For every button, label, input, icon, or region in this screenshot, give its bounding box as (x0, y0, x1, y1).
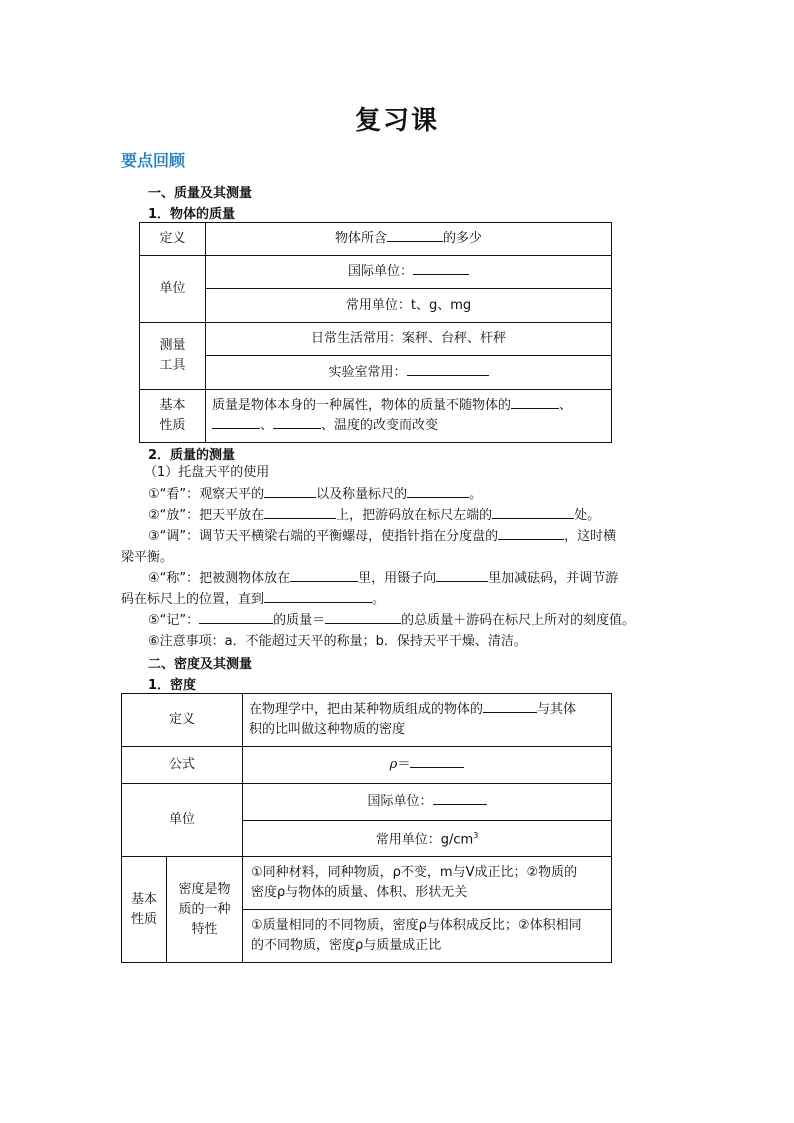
blank (436, 569, 488, 582)
t1-lab-tool-cell (206, 356, 612, 390)
t2-definition-line2: 积的比叫做这种物质的密度 (249, 722, 406, 737)
t2-definition-line1-pre: 在物理学中，把由某种物质组成的物体的 (249, 702, 484, 717)
t2-definition-text (243, 694, 612, 747)
t2-common-unit-exp: 3 (473, 831, 479, 841)
t1-definition-label: 定义 (140, 223, 206, 256)
step-4-line-2 (121, 590, 385, 610)
blank (212, 416, 260, 429)
t2-prop-a-2: 密度ρ与物体的质量、体积、形状无关 (251, 885, 468, 900)
t1-tool-label-1: 测量 (159, 338, 186, 353)
blank (407, 363, 489, 376)
t1-definition-cell (206, 223, 612, 256)
t2-common-unit-text: 常用单位：g/cm (375, 832, 474, 848)
step-5 (148, 611, 635, 631)
t1-daily-tools: 日常生活常用：案秤、台秤、杆秤 (206, 323, 612, 356)
step-2-mid: 上，把游码放在标尺左端的 (336, 508, 493, 523)
step-3 (148, 527, 616, 547)
blank (387, 229, 443, 242)
step-1-mid: 以及称量标尺的 (316, 487, 408, 502)
t2-formula (243, 747, 612, 784)
t2-trait-1: 密度是物 (178, 881, 231, 897)
step-1-end: 。 (469, 487, 483, 502)
blank (273, 416, 321, 429)
step-3-line-2: 梁平衡。 (121, 550, 174, 565)
page-title: 复习课 (354, 106, 439, 136)
rho-symbol: ρ (389, 757, 398, 772)
t2-prop-a (243, 857, 612, 910)
t2-definition-label: 定义 (122, 694, 243, 747)
t2-unit-label: 单位 (122, 784, 243, 857)
t2-property-label-2: 性质 (130, 911, 157, 927)
step-4-pre: ④“称”：把被测物体放在 (148, 571, 291, 586)
t2-trait (167, 857, 243, 963)
t1-definition-pre: 物体所含 (334, 231, 387, 246)
t1-property-text-1: 质量是物体本身的一种属性，物体的质量不随物体的 (212, 398, 512, 413)
t2-definition-line1-post: 与其体 (537, 702, 577, 717)
t2-trait-2: 质的一种 (178, 901, 231, 917)
step-3-end: ，这时横 (564, 529, 617, 544)
step-5-pre: ⑤“记”： (148, 613, 200, 628)
t2-formula-label: 公式 (122, 747, 243, 784)
blank (325, 611, 401, 624)
step-4-mid: 里，用镊子向 (358, 571, 437, 586)
blank (483, 700, 537, 713)
blank (290, 569, 358, 582)
t1-property-label (140, 390, 206, 443)
t2-prop-b-2: 的不同物质，密度ρ与质量成正比 (251, 938, 442, 953)
step-1-pre: ①“看”：观察天平的 (148, 487, 265, 502)
t1-lab-tool-label: 实验室常用： (328, 364, 407, 380)
part1-heading: 一、质量及其测量 (148, 186, 253, 201)
t2-property-label (122, 857, 167, 963)
part2-sub1: 1．密度 (148, 678, 197, 693)
step-6: ⑥注意事项：a．不能超过天平的称量；b．保持天平干燥、清洁。 (148, 634, 527, 649)
blank (498, 527, 564, 540)
t2-prop-b-1: ①质量相同的不同物质，密度ρ与体积成反比；②体积相同 (251, 918, 582, 933)
t2-si-unit-cell (243, 784, 612, 821)
step-1 (148, 485, 482, 505)
t1-property-label-1: 基本 (159, 398, 186, 413)
part1-sub1: 1．物体的质量 (148, 207, 236, 222)
blank (264, 590, 372, 603)
section-heading: 要点回顾 (121, 151, 186, 170)
blank (407, 485, 469, 498)
step-4-line-2-pre: 码在标尺上的位置，直到 (121, 592, 265, 607)
part2-heading: 二、密度及其测量 (148, 657, 253, 672)
separator: 、 (321, 418, 335, 433)
t2-prop-b (243, 910, 612, 963)
t1-tool-label (140, 323, 206, 390)
t2-prop-a-1: ①同种材料，同种物质，ρ不变，m与V成正比；②物质的 (251, 865, 578, 880)
blank (413, 262, 469, 275)
step-5-mid: 的质量＝ (273, 613, 326, 628)
equals-sign: ＝ (397, 757, 411, 772)
t1-common-unit: 常用单位：t、g、mg (206, 289, 612, 323)
separator: 、 (559, 398, 573, 413)
t2-common-unit (243, 821, 612, 857)
blank (264, 506, 336, 519)
t1-si-unit-label: 国际单位： (347, 264, 413, 279)
t2-property-label-1: 基本 (130, 891, 157, 907)
t1-tool-label-2: 工具 (159, 358, 186, 373)
t1-unit-label: 单位 (140, 256, 206, 323)
separator: 、 (260, 418, 274, 433)
step-5-end: 的总质量＋游码在标尺上所对的刻度值。 (401, 613, 636, 628)
step-2 (148, 506, 600, 526)
blank (199, 611, 273, 624)
step-4-line-2-end: 。 (372, 592, 386, 607)
mass-table (139, 222, 612, 443)
balance-title: （1）托盘天平的使用 (144, 465, 270, 480)
blank (511, 396, 559, 409)
t1-property-label-2: 性质 (159, 418, 186, 433)
t1-si-unit-cell (206, 256, 612, 289)
t2-si-unit-label: 国际单位： (367, 794, 433, 809)
part1-sub2: 2．质量的测量 (148, 448, 236, 463)
t1-definition-post: 的多少 (443, 231, 483, 246)
step-2-pre: ②“放”：把天平放在 (148, 508, 265, 523)
step-3-pre: ③“调”：调节天平横梁右端的平衡螺母，使指针指在分度盘的 (148, 529, 499, 544)
step-4-end: 里加减砝码，并调节游 (488, 571, 619, 586)
t2-trait-3: 特性 (191, 921, 218, 937)
blank (264, 485, 316, 498)
blank (492, 506, 574, 519)
density-table (121, 693, 612, 963)
blank (433, 792, 487, 805)
step-2-end: 处。 (574, 508, 601, 523)
t1-property-text-2: 温度的改变而改变 (334, 418, 439, 433)
t1-property-text (206, 390, 612, 443)
blank (410, 755, 464, 768)
step-4 (148, 569, 618, 589)
